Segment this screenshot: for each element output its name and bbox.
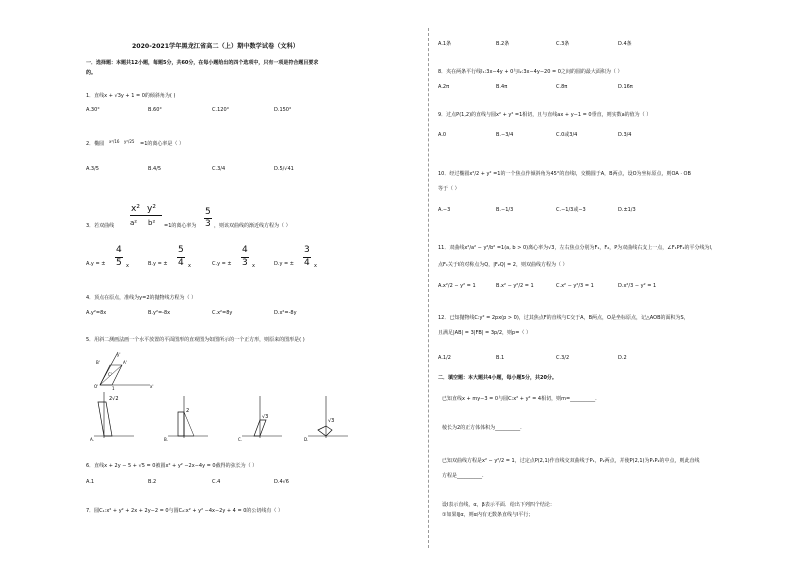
q10-option-a: A.−3 xyxy=(438,207,451,213)
q9-option-d: D.3/4 xyxy=(618,132,632,138)
q7-option-a: A.1条 xyxy=(438,41,452,47)
q3-option-c-sym: x xyxy=(252,263,255,269)
q2-stem-pre: 2．椭圆 xyxy=(86,141,105,147)
q1-option-c: C.120° xyxy=(212,107,230,113)
q16-item-1: ①如果l∥α，则α内有无数条直线与l平行； xyxy=(442,512,534,518)
q5-a-val: 2√2 xyxy=(109,396,119,402)
q9-option-b: B.−3/4 xyxy=(496,132,514,138)
q12-option-a: A.1/2 xyxy=(438,355,451,361)
q15-stem: 已知双曲线方程是x² − y²/2 = 1，过定点P(2,1)作直线交双曲线于P₁，P₂两点，并使P(2,1)为P₁P₂的中点，则此直线 xyxy=(442,458,700,464)
q5-stem: 5．用斜二测画法画一个水平放置的平面图形的直观图为如图所示的一个正方形，则原来的图形是( ) xyxy=(86,337,305,343)
q11-stem: 11．双曲线x²/a² − y²/b² =1(a, b > 0)离心率为√3，左右焦点分别为F₁，F₂，P为双曲线右支上一点，∠F₁PF₂的平分线为l， xyxy=(438,245,716,251)
page-title: 2020-2021学年黑龙江省高二（上）期中数学试卷（文科） xyxy=(132,43,299,50)
q12-stem-cont: 且满足|AB| = 3|FB| = 3p/2，则p=（ ） xyxy=(438,330,531,336)
q9-stem: 9．过点P(1,2)的直线与圆x² + y² =1相切，且与直线ax + y−1 = 0垂直，则实数a的值为（ ） xyxy=(438,112,652,118)
q3-option-b-label: B.y = ± xyxy=(148,261,168,267)
q12-option-d: D.2 xyxy=(618,355,627,361)
q3-big-x: x² xyxy=(131,204,140,214)
q2-stem-post: =1的离心率是（ ） xyxy=(140,141,184,147)
q5-c-label: C. xyxy=(238,437,243,442)
q7-stem: 7．圆C₁:x² + y² + 2x + 2y−2 = 0与圆C₂:x² + y² −4x−2y + 4 = 0的公切线有（ ） xyxy=(86,508,284,514)
q4-stem: 4．顶点在原点，准线为y=2的抛物线方程为（ ） xyxy=(86,295,197,301)
q7-option-c: C.3条 xyxy=(556,41,570,47)
q1-option-a: A.30° xyxy=(86,107,100,113)
q3-b2: b² xyxy=(148,219,156,227)
q8-option-a: A.2π xyxy=(438,84,450,90)
q3-option-a-label: A.y = ± xyxy=(86,261,106,267)
q11-option-a: A.x²/2 − y² = 1 xyxy=(438,283,476,289)
q3-stem-mid: =1的离心率为 xyxy=(164,223,197,229)
q8-stem: 8．夹在两条平行线l₁:3x−4y + 0与l₂:3x−4y−20 = 0之间的圆的最大面积为（ ） xyxy=(438,69,623,75)
q3-a2: a² xyxy=(130,219,138,227)
q3-stem-post: ，则该双曲线的渐近线方程为（ ） xyxy=(214,223,291,229)
q5-d-val: √3 xyxy=(328,418,335,424)
q3-option-d-num: 3 xyxy=(304,245,310,255)
q3-stem-pre: 3．若双曲线 xyxy=(86,223,115,229)
q7-option-b: B.2条 xyxy=(496,41,510,47)
q9-option-c: C.0或3/4 xyxy=(556,132,578,138)
q1-option-d: D.150° xyxy=(274,107,292,113)
q6-stem: 6．直线x + 2y − 5 + √5 = 0被圆x² + y² −2x−4y = 0截得的弦长为（ ） xyxy=(86,463,258,469)
q11-option-d: D.x²/3 − y² = 1 xyxy=(618,283,657,289)
q4-option-c: C.x²=8y xyxy=(212,310,233,316)
q3-option-b-num: 5 xyxy=(178,245,184,255)
q5-option-c-figure xyxy=(238,390,288,442)
q12-option-b: B.1 xyxy=(496,355,505,361)
q13-stem: 已知直线x + my−3 = 0与圆C:x² + y² = 4相切，则m=__________. xyxy=(442,396,597,402)
q6-option-b: B.2 xyxy=(148,479,157,485)
section1-heading: 一．选择题：本题共12小题，每题5分，共60分，在每小题给出的四个选项中，只有一项是符合题目要求 xyxy=(86,60,319,66)
q4-option-d: D.x²=-8y xyxy=(274,310,297,316)
q14-stem: 棱长为2的正方体体积为__________. xyxy=(442,425,522,431)
q5-b-label: B. xyxy=(164,437,169,442)
q3-option-b-den: 4 xyxy=(178,258,184,268)
q10-option-c: C.−1/3或−3 xyxy=(556,207,586,213)
q5-label-b: B' xyxy=(96,360,100,365)
q2-option-b: B.4/5 xyxy=(148,166,162,172)
q5-label-x: x' xyxy=(150,384,154,389)
q1-stem: 1．直线x + √3y + 1 = 0的倾斜角为( ) xyxy=(86,93,176,99)
q7-option-d: D.4条 xyxy=(618,41,632,47)
q5-d-label: D. xyxy=(304,437,309,442)
q15-stem-cont: 方程是__________. xyxy=(442,473,484,479)
q3-option-b-sym: x xyxy=(188,263,191,269)
q3-frac-e-den: 3 xyxy=(205,219,211,229)
q5-label-a: A' xyxy=(123,360,127,365)
q9-option-a: A.0 xyxy=(438,132,447,138)
q3-option-c-label: C.y = ± xyxy=(212,261,232,267)
q11-option-b: B.x² − y²/2 = 1 xyxy=(496,283,534,289)
q3-option-a-sym: x xyxy=(126,263,129,269)
q3-frac-e-num: 5 xyxy=(205,207,211,217)
q10-option-d: D.±1/3 xyxy=(618,207,636,213)
section2-heading: 二．填空题：本大题共4小题，每小题5分，共20分。 xyxy=(438,375,557,381)
q3-big-y: y² xyxy=(147,204,156,214)
q2-option-d: D.5/√41 xyxy=(274,166,294,172)
q8-option-c: C.8π xyxy=(556,84,568,90)
q5-label-one: 1 xyxy=(112,386,115,391)
q3-option-a-num: 4 xyxy=(116,245,122,255)
right-page xyxy=(432,0,794,562)
q3-option-d-sym: x xyxy=(314,263,317,269)
q5-option-b-figure xyxy=(164,390,214,442)
q8-option-b: B.4π xyxy=(496,84,508,90)
q4-option-b: B.y²=-8x xyxy=(148,310,171,316)
q10-stem: 10．经过椭圆x²/2 + y² =1的一个焦点作倾斜角为45°的直线l，交椭圆于A，B两点，设O为坐标原点，则OA · OB xyxy=(438,171,691,177)
q8-option-d: D.16π xyxy=(618,84,633,90)
left-page xyxy=(34,0,424,562)
q12-option-c: C.3/2 xyxy=(556,355,570,361)
q10-stem-cont: 等于（ ） xyxy=(438,186,460,192)
q5-label-y: y' xyxy=(117,352,121,357)
q3-option-c-den: 3 xyxy=(242,258,248,268)
q6-option-c: C.4 xyxy=(212,479,221,485)
page-divider xyxy=(428,28,430,548)
q5-a-label: A. xyxy=(90,437,94,442)
q5-label-o: O' xyxy=(94,384,99,389)
q16-stem: 设l表示直线，α，β表示平面．给出下列四个结论： xyxy=(442,502,555,508)
q3-option-a-den: 5 xyxy=(116,258,122,268)
q6-option-a: A.1 xyxy=(86,479,95,485)
q2-option-c: C.3/4 xyxy=(212,166,226,172)
q5-intuitive-figure xyxy=(90,350,160,390)
q3-option-d-label: D.y = ± xyxy=(274,261,294,267)
q5-option-a-figure xyxy=(90,390,140,442)
q11-option-c: C.x² − y²/3 = 1 xyxy=(556,283,594,289)
q3-option-c-num: 4 xyxy=(242,245,248,255)
q1-option-b: B.60° xyxy=(148,107,162,113)
q5-option-d-figure xyxy=(304,390,354,442)
q4-option-a: A.y²=8x xyxy=(86,310,107,316)
q2-frac-x: x²/16 xyxy=(109,139,120,144)
q6-option-d: D.4√6 xyxy=(274,479,289,485)
q10-option-b: B.−1/3 xyxy=(496,207,514,213)
q2-option-a: A.3/5 xyxy=(86,166,99,172)
section1-heading-cont: 的。 xyxy=(86,70,97,76)
q5-b-val: 2 xyxy=(186,408,190,414)
q11-stem-cont: 点F₁关于l的对称点为Q，|F₂Q| = 2，则双曲线方程为（ ） xyxy=(438,262,568,268)
q2-frac-y: y²/25 xyxy=(124,139,135,144)
q12-stem: 12．已知抛物线C:y² = 2px(p > 0)，过其焦点F的直线与C交于A，B两点，O是坐标原点，记△AOB的面积为S， xyxy=(438,315,689,321)
q3-frac-bar xyxy=(130,215,162,216)
q3-option-d-den: 4 xyxy=(304,258,310,268)
q5-label-c: C' xyxy=(108,372,112,377)
q5-c-val: √3 xyxy=(262,414,269,420)
